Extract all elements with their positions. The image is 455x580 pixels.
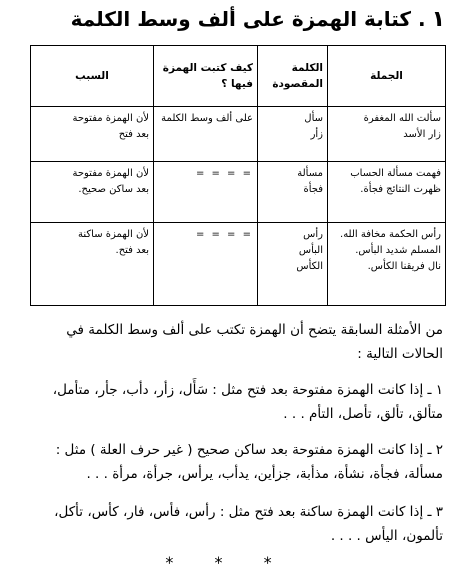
intro-line: من الأمثلة السابقة يتضح أن الهمزة تكتب على ألف وسط الكلمة في <box>66 322 443 338</box>
cell-reason <box>31 162 154 223</box>
cell-how: = = = = <box>154 223 258 306</box>
reason-line: لأن الهمزة ساكنة <box>78 229 149 240</box>
table-row <box>31 223 446 306</box>
cell-sentence <box>328 107 446 162</box>
section-heading <box>5 4 445 35</box>
intro-line: الحالات التالية : <box>357 346 443 362</box>
cell-sentence <box>328 223 446 306</box>
word-line: البأس <box>298 245 323 256</box>
reason-line: لأن الهمزة مفتوحة <box>72 113 149 124</box>
cell-word <box>258 107 328 162</box>
rule-2 <box>13 438 443 486</box>
cell-reason <box>31 223 154 306</box>
intro-paragraph <box>13 318 443 366</box>
sentence-line: رأس الحكمة مخافة الله. <box>340 229 441 240</box>
heading-number: ١ <box>431 7 445 32</box>
section-separator: * * * <box>165 553 290 572</box>
header-word: الكلمة المقصودة <box>258 46 328 107</box>
table-header-row <box>31 46 446 107</box>
sentence-line: نال فريقنا الكأس. <box>367 261 441 272</box>
reason-line: بعد فتح. <box>115 245 149 256</box>
cell-sentence <box>328 162 446 223</box>
examples-table <box>30 45 446 306</box>
rule-3 <box>13 500 443 548</box>
sentence-line: ظهرت النتائج فجأة. <box>360 184 441 195</box>
rule-line: ٢ ـ إذا كانت الهمزة مفتوحة بعد ساكن صحيح ( غير حرف العلة ) مثل : <box>55 442 443 458</box>
reason-line: بعد فتح <box>118 129 149 140</box>
reason-line: بعد ساكن صحيح. <box>78 184 149 195</box>
sentence-line: المسلم شديد البأس. <box>355 245 441 256</box>
word-line: مسألة <box>297 168 323 179</box>
cell-reason <box>31 107 154 162</box>
rule-1 <box>13 378 443 426</box>
rule-line: تألمون، اليأس . . . . <box>330 528 443 544</box>
heading-title: . كتابة الهمزة على ألف وسط الكلمة <box>70 7 426 31</box>
header-how: كيف كتبت الهمزة فيها ؟ <box>154 46 258 107</box>
rule-line: مسألة، فجأة، نشأة، مذأبة، جزأين، يدأب، يرأس، جرأة، مرأة . . . <box>86 466 443 482</box>
sentence-line: زار الأسد <box>403 129 441 140</box>
cell-how: = = = = <box>154 162 258 223</box>
header-reason: السبب <box>31 46 154 107</box>
header-sentence: الجملة <box>328 46 446 107</box>
table-row <box>31 162 446 223</box>
cell-how: على ألف وسط الكلمة <box>154 107 258 162</box>
word-line: رأس <box>303 229 323 240</box>
rule-line: ٣ ـ إذا كانت الهمزة ساكنة بعد فتح مثل : رأس، فأس، فار، كأس، تأكل، <box>54 504 443 520</box>
sentence-line: سألت الله المغفرة <box>363 113 441 124</box>
rule-line: متألق، تألق، تأصل، التأم . . . <box>283 406 443 422</box>
word-line: زأر <box>310 129 323 140</box>
cell-word <box>258 223 328 306</box>
word-line: الكأس <box>296 261 323 272</box>
word-line: فجأة <box>303 184 323 195</box>
reason-line: لأن الهمزة مفتوحة <box>72 168 149 179</box>
rule-line: ١ ـ إذا كانت الهمزة مفتوحة بعد فتح مثل : سَأَل، زأر، دأب، جأر، متأمل، <box>52 382 443 398</box>
word-line: سأل <box>304 113 323 124</box>
sentence-line: فهمت مسألة الحساب <box>350 168 441 179</box>
cell-word <box>258 162 328 223</box>
table-row <box>31 107 446 162</box>
